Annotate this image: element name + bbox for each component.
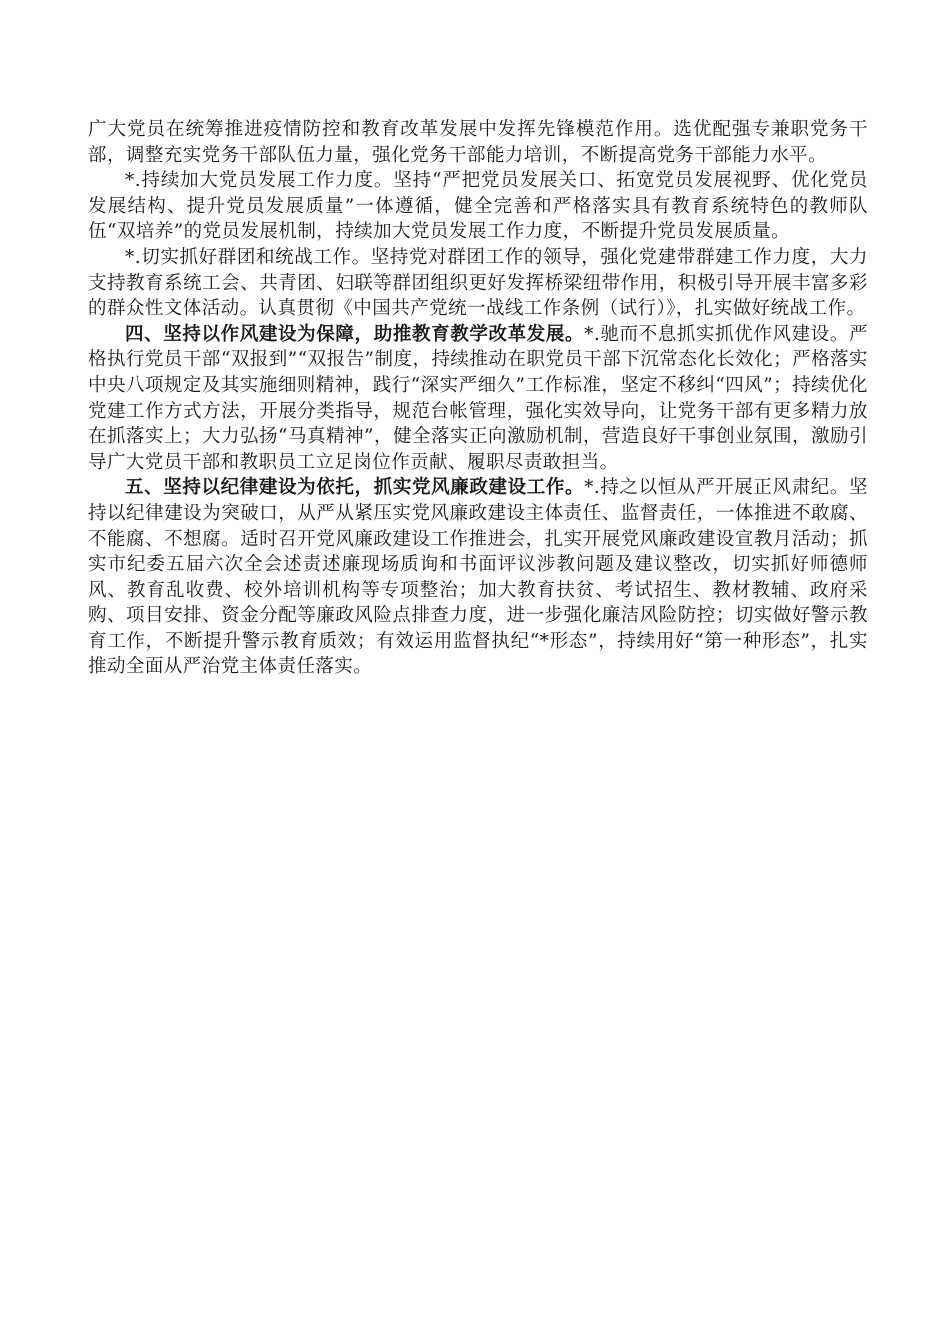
paragraph-party-members-role [88,117,868,168]
paragraph-text: *.切实抓好群团和统战工作。坚持党对群团工作的领导，强化党建带群建工作力度，大力支持教育系统工会、共青团、妇联等群团组织更好发挥桥梁纽带作用，积极引导开展丰富多彩的群众性文体活动。认真贯彻《中国共产党统一战线工作条例（试行）》，扎实做好统战工作。 [88,246,868,320]
paragraph-member-development [88,168,868,245]
paragraph-mass-organizations [88,245,868,322]
paragraph-section-four-work-style [88,322,868,476]
paragraph-text: *.持之以恒从严开展正风肃纪。坚持以纪律建设为突破口，从严从紧压实党风廉政建设主体责任、监督责任，一体推进不敢腐、不能腐、不想腐。适时召开党风廉政建设工作推进会，扎实开展党风廉政建设宣教月活动；抓实市纪委五届六次全会述责述廉现场质询和书面评议涉教问题及建议整改，切实抓好师德师风、教育乱收费、校外培训机构等专项整治；加大教育扶贫、考试招生、教材教辅、政府采购、项目安排、资金分配等廉政风险点排查力度，进一步强化廉洁风险防控；切实做好警示教育工作，不断提升警示教育质效；有效运用监督执纪“*形态”，持续用好“第一种形态”，扎实推动全面从严治党主体责任落实。 [88,477,868,678]
section-heading-four: 四、坚持以作风建设为保障，助推教育教学改革发展。 [125,323,585,345]
document-body [88,117,868,680]
paragraph-text: 广大党员在统筹推进疫情防控和教育改革发展中发挥先锋模范作用。选优配强专兼职党务干部，调整充实党务干部队伍力量，强化党务干部能力培训，不断提高党务干部能力水平。 [88,119,868,166]
section-heading-five: 五、坚持以纪律建设为依托，抓实党风廉政建设工作。 [125,477,585,499]
paragraph-text: *.持续加大党员发展工作力度。坚持“严把党员发展关口、拓宽党员发展视野、优化党员发展结构、提升党员发展质量”一体遵循，健全完善和严格落实具有教育系统特色的教师队伍“双培养”的党员发展机制，持续加大党员发展工作力度，不断提升党员发展质量。 [88,170,868,243]
paragraph-section-five-discipline [88,475,868,680]
paragraph-text: *.驰而不息抓实抓优作风建设。严格执行党员干部“双报到”“双报告”制度，持续推动在职党员干部下沉常态化长效化；严格落实中央八项规定及其实施细则精神，践行“深实严细久”工作标准，坚定不移纠“四风”；持续优化党建工作方式方法，开展分类指导，规范台帐管理，强化实效导向，让党务干部有更多精力放在抓落实上；大力弘扬“马真精神”，健全落实正向激励机制，营造良好干事创业氛围，激励引导广大党员干部和教职员工立足岗位作贡献、履职尽责敢担当。 [88,323,868,473]
